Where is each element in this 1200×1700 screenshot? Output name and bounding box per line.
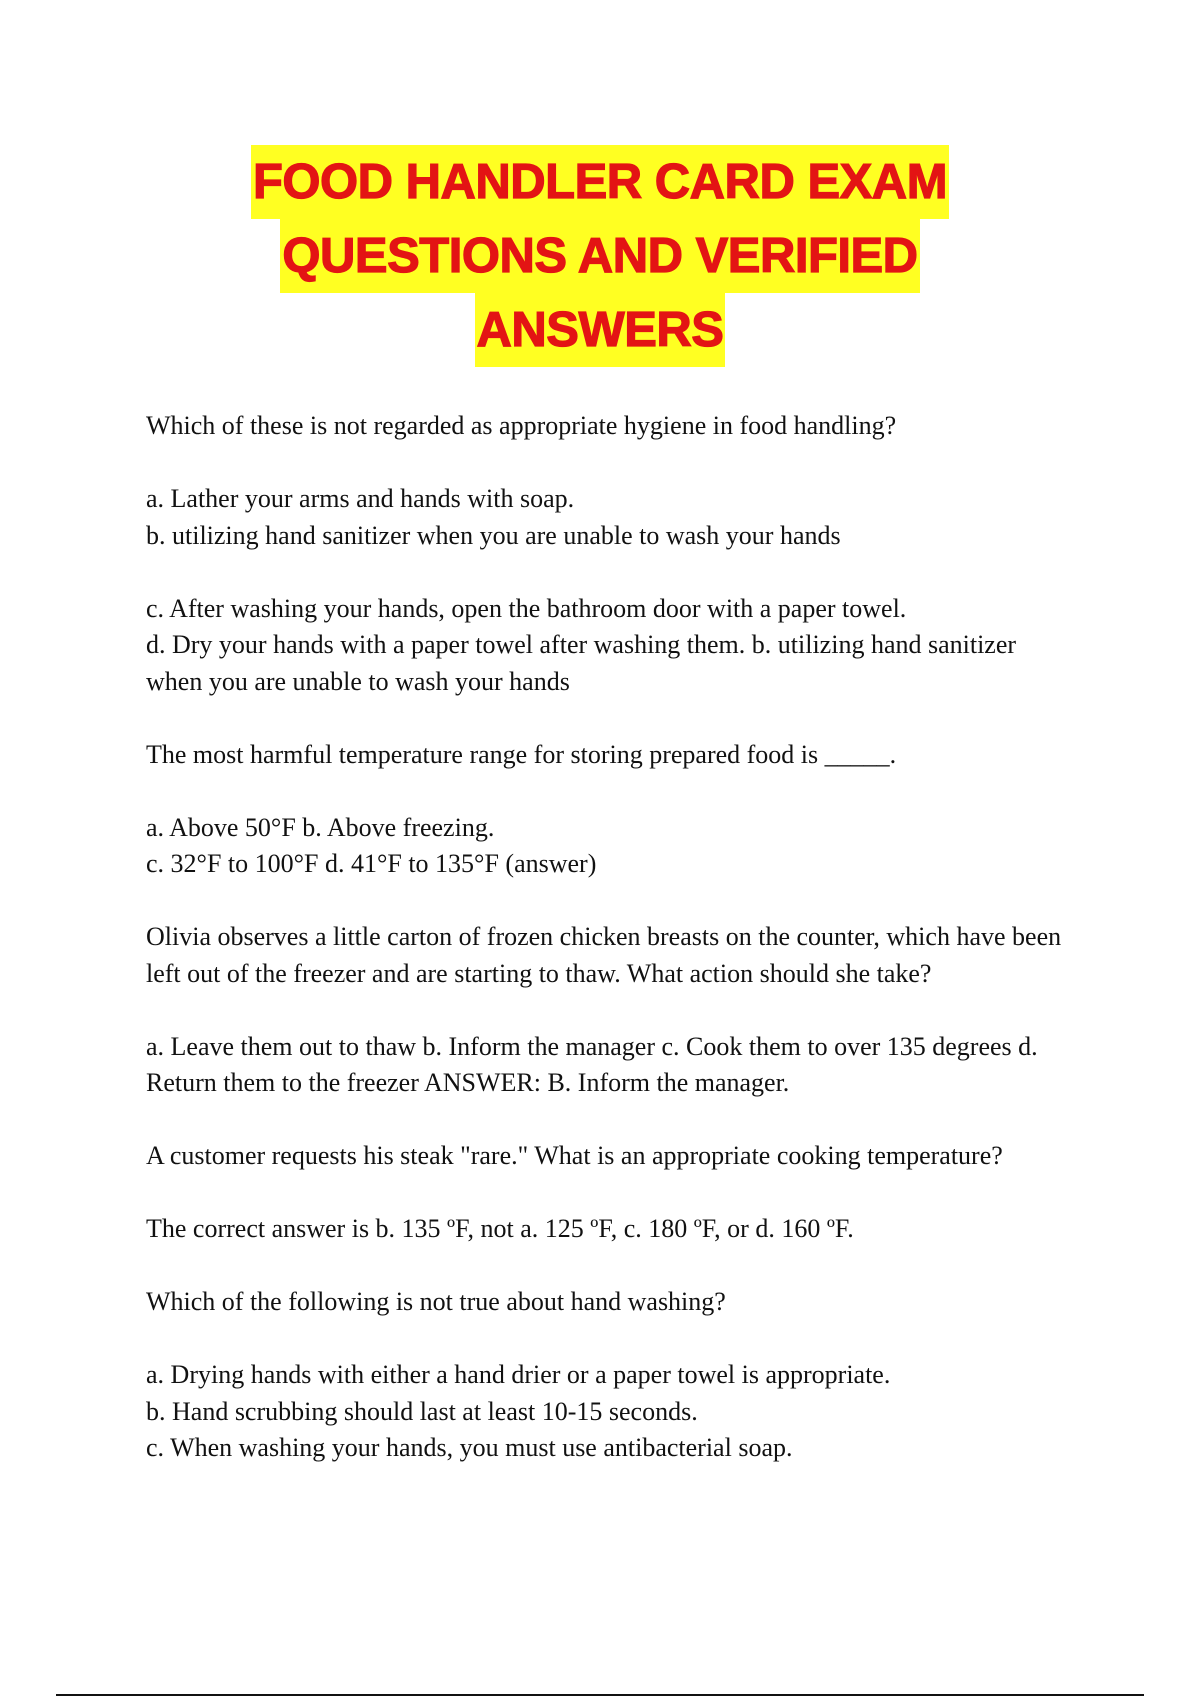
title-line-1: FOOD HANDLER CARD EXAM — [251, 145, 949, 219]
question-2 — [146, 737, 1076, 774]
answer-options-5 — [146, 1357, 1076, 1467]
answer-options-3 — [146, 1029, 1076, 1102]
question-text: Olivia observes a little carton of frozen chicken breasts on the counter, which have been left out of the freezer and are starting to thaw. What action should she take? — [146, 922, 1062, 988]
option-line: c. After washing your hands, open the bathroom door with a paper towel. — [146, 593, 907, 623]
answer-options-1a — [146, 481, 1076, 554]
title-line-2: QUESTIONS AND VERIFIED — [280, 219, 919, 293]
question-5 — [146, 1284, 1076, 1321]
document-body — [146, 408, 1076, 1503]
option-line: a. Above 50°F b. Above freezing. — [146, 812, 495, 842]
option-line: b. utilizing hand sanitizer when you are unable to wash your hands — [146, 520, 841, 550]
document-title — [0, 145, 1200, 367]
option-line: a. Drying hands with either a hand drier or a paper towel is appropriate. — [146, 1360, 891, 1389]
option-line: c. When washing your hands, you must use antibacterial soap. — [146, 1433, 793, 1462]
answer-line: The correct answer is b. 135 ºF, not a. 125 ºF, c. 180 ºF, or d. 160 ºF. — [146, 1214, 854, 1243]
question-1 — [146, 408, 1076, 445]
option-line: b. Hand scrubbing should last at least 10-15 seconds. — [146, 1396, 698, 1426]
page-bottom-divider — [56, 1694, 1144, 1696]
option-line: a. Lather your arms and hands with soap. — [146, 484, 575, 513]
option-line: c. 32°F to 100°F d. 41°F to 135°F (answer) — [146, 849, 597, 878]
question-3 — [146, 919, 1076, 992]
option-line: a. Leave them out to thaw b. Inform the manager c. Cook them to over 135 degrees d. Return them to the freezer ANSWER: B. Inform the manager. — [146, 1031, 1038, 1097]
question-text: The most harmful temperature range for storing prepared food is _____. — [146, 739, 897, 769]
answer-4 — [146, 1211, 1076, 1248]
question-text: A customer requests his steak "rare." What is an appropriate cooking temperature? — [146, 1141, 1003, 1170]
answer-options-1b — [146, 591, 1076, 701]
question-4 — [146, 1138, 1076, 1175]
title-line-3: ANSWERS — [475, 293, 726, 367]
answer-options-2 — [146, 810, 1076, 883]
question-text: Which of these is not regarded as appropriate hygiene in food handling? — [146, 411, 897, 440]
question-text: Which of the following is not true about hand washing? — [146, 1287, 726, 1316]
option-line: d. Dry your hands with a paper towel after washing them. b. utilizing hand sanitizer when you are unable to wash your hands — [146, 630, 1017, 696]
